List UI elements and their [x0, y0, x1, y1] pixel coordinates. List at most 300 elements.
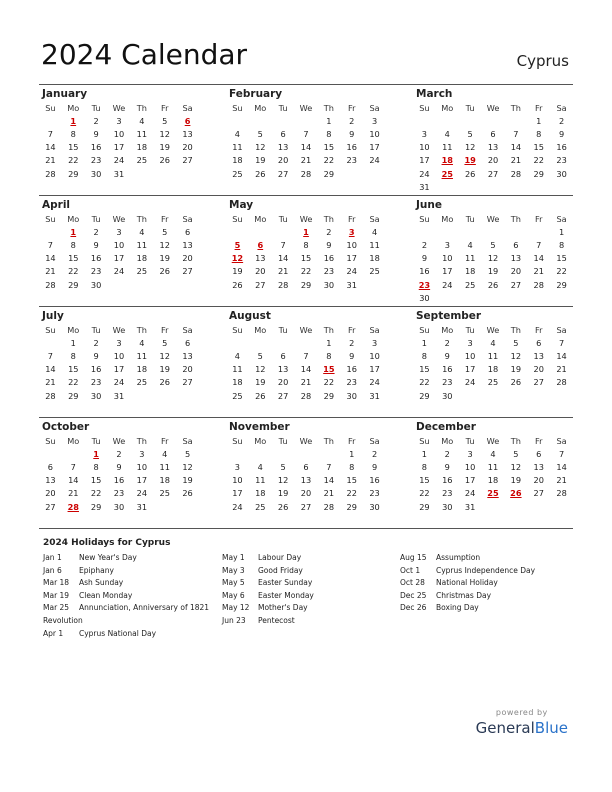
day-cell: 18 [136, 253, 148, 264]
day-cell: 26 [255, 168, 266, 179]
empty-cell [527, 225, 550, 238]
day-cell: 16 [442, 475, 453, 486]
day-cell: 10 [232, 475, 243, 486]
day-cell: 13 [533, 461, 544, 472]
day-cell: 21 [556, 475, 567, 486]
weekday-header: Th [323, 324, 334, 335]
weekday-header: Th [323, 213, 334, 224]
weekday-header: We [486, 102, 500, 113]
day-cell: 13 [277, 364, 289, 375]
weekday-header: Th [136, 435, 147, 446]
day-cell: 5 [162, 115, 168, 126]
day-cell: 4 [234, 128, 241, 139]
weekday-header: Fr [347, 435, 356, 446]
day-cell: 17 [113, 364, 125, 375]
day-cell: 21 [45, 266, 56, 277]
weekday-header: Sa [556, 435, 567, 446]
day-cell: 20 [300, 488, 312, 499]
day-cell: 14 [300, 364, 312, 375]
day-cell: 28 [300, 168, 312, 179]
empty-cell [504, 114, 527, 127]
day-cell: 9 [93, 350, 99, 361]
holiday-name: Ash Sunday [79, 578, 124, 588]
empty-cell [39, 225, 62, 238]
day-cell: 24 [369, 155, 380, 166]
holiday-day-cell: 6 [184, 115, 191, 126]
day-cell: 7 [280, 239, 286, 250]
day-cell: 4 [139, 226, 145, 237]
weekday-header: Su [419, 435, 430, 446]
day-cell: 17 [369, 142, 380, 153]
day-cell: 27 [182, 266, 193, 277]
holiday-item [400, 602, 590, 615]
weekday-header: Sa [182, 435, 193, 446]
day-cell: 17 [232, 488, 243, 499]
day-cell: 13 [510, 253, 522, 264]
footer-branding[interactable] [476, 708, 568, 737]
weekday-header: We [486, 435, 500, 446]
day-cell: 10 [113, 350, 125, 361]
weekday-header: Th [510, 324, 521, 335]
weekday-header: Su [419, 324, 430, 335]
empty-cell [272, 336, 295, 349]
day-cell: 4 [467, 239, 473, 250]
day-cell: 28 [45, 390, 56, 401]
day-cell: 23 [113, 488, 125, 499]
day-cell: 20 [487, 155, 499, 166]
day-cell: 15 [556, 253, 567, 264]
day-cell: 22 [68, 377, 79, 388]
weekday-header: Mo [254, 324, 267, 335]
day-cell: 25 [487, 377, 499, 388]
day-cell: 10 [442, 253, 453, 264]
day-cell: 17 [346, 253, 357, 264]
day-cell: 17 [369, 364, 380, 375]
empty-cell [226, 336, 249, 349]
weekday-header: Mo [441, 102, 454, 113]
day-cell: 12 [182, 461, 193, 472]
month-january [39, 85, 199, 180]
holiday-name: Boxing Day [436, 603, 479, 613]
day-cell: 6 [280, 128, 286, 139]
month-table [39, 323, 199, 402]
day-cell: 24 [369, 377, 380, 388]
month-table [39, 434, 199, 513]
empty-cell [249, 114, 272, 127]
quarter-row [39, 195, 573, 306]
month-table [226, 212, 386, 291]
day-cell: 14 [556, 350, 567, 361]
holiday-date: Oct 28 [400, 578, 425, 588]
day-cell: 6 [280, 350, 286, 361]
holiday-date: Apr 1 [43, 628, 64, 638]
holiday-item [222, 552, 412, 565]
holiday-name: Pentecost [258, 615, 295, 625]
empty-cell [39, 336, 62, 349]
day-cell: 27 [277, 390, 289, 401]
day-cell: 7 [326, 461, 332, 472]
month-table [413, 212, 573, 304]
day-cell: 9 [93, 239, 99, 250]
day-cell: 2 [371, 448, 378, 459]
empty-cell [459, 114, 482, 127]
day-cell: 25 [136, 155, 148, 166]
day-cell: 7 [303, 350, 309, 361]
day-cell: 15 [90, 475, 102, 486]
weekday-header: Th [136, 324, 147, 335]
day-cell: 13 [45, 475, 56, 486]
day-cell: 9 [558, 128, 565, 139]
weekday-header: Tu [91, 324, 101, 335]
month-name: May [229, 199, 254, 211]
weekday-header: Sa [369, 102, 380, 113]
holiday-day-cell: 18 [441, 155, 453, 166]
weekday-header: Sa [556, 213, 567, 224]
weekday-header: Tu [465, 102, 475, 113]
weekday-header: Mo [441, 324, 454, 335]
day-cell: 13 [300, 475, 312, 486]
day-cell: 18 [487, 364, 499, 375]
holiday-item [43, 590, 218, 603]
calendar-grid [39, 84, 573, 529]
day-cell: 18 [232, 155, 243, 166]
day-cell: 23 [90, 377, 102, 388]
day-cell: 2 [93, 226, 99, 237]
day-cell: 27 [45, 501, 56, 512]
day-cell: 22 [419, 377, 430, 388]
month-table [226, 434, 386, 513]
day-cell: 15 [68, 142, 79, 153]
holiday-name: Easter Monday [258, 590, 314, 600]
day-cell: 16 [346, 364, 357, 375]
day-cell: 9 [349, 128, 355, 139]
day-cell: 27 [487, 168, 499, 179]
day-cell: 22 [323, 155, 335, 166]
day-cell: 6 [184, 226, 191, 237]
day-cell: 25 [159, 488, 170, 499]
day-cell: 9 [371, 461, 378, 472]
day-cell: 8 [70, 350, 76, 361]
day-cell: 24 [464, 377, 476, 388]
month-name: November [229, 421, 290, 433]
empty-cell [482, 114, 505, 127]
month-name: June [416, 199, 442, 211]
holiday-column [400, 552, 590, 615]
day-cell: 26 [487, 279, 499, 290]
day-cell: 26 [232, 279, 243, 290]
day-cell: 7 [536, 239, 542, 250]
weekday-header: Th [510, 213, 521, 224]
day-cell: 10 [136, 461, 148, 472]
day-cell: 7 [47, 239, 54, 250]
day-cell: 20 [182, 142, 193, 153]
day-cell: 21 [323, 488, 335, 499]
day-cell: 27 [182, 155, 193, 166]
weekday-header: We [299, 324, 313, 335]
day-cell: 5 [257, 350, 263, 361]
holiday-name: Mother's Day [258, 603, 308, 613]
holiday-item [222, 577, 412, 590]
holiday-name: New Year's Day [79, 553, 137, 562]
weekday-header: Th [510, 102, 521, 113]
day-cell: 30 [90, 390, 102, 401]
holiday-day-cell: 1 [303, 226, 309, 237]
holiday-name: Christmas Day [436, 590, 492, 600]
day-cell: 16 [442, 364, 453, 375]
day-cell: 26 [159, 155, 170, 166]
weekday-header: Th [136, 102, 147, 113]
day-cell: 7 [558, 337, 565, 348]
day-cell: 10 [419, 142, 430, 153]
brand-logo [476, 719, 568, 737]
holiday-item [400, 565, 590, 578]
day-cell: 22 [346, 488, 357, 499]
day-cell: 28 [510, 168, 522, 179]
empty-cell [413, 225, 436, 238]
holiday-day-cell: 15 [323, 364, 335, 375]
day-cell: 16 [113, 475, 125, 486]
quarter-row [39, 417, 573, 529]
holiday-name: Easter Sunday [258, 578, 313, 588]
day-cell: 11 [136, 128, 148, 139]
day-cell: 15 [346, 475, 357, 486]
day-cell: 13 [487, 142, 499, 153]
day-cell: 10 [369, 128, 380, 139]
day-cell: 5 [490, 239, 496, 250]
day-cell: 12 [510, 461, 522, 472]
day-cell: 31 [113, 390, 125, 401]
empty-cell [272, 114, 295, 127]
weekday-header: Sa [182, 102, 193, 113]
day-cell: 8 [93, 461, 99, 472]
day-cell: 11 [487, 461, 499, 472]
day-cell: 26 [255, 390, 266, 401]
day-cell: 4 [257, 461, 263, 472]
holiday-date: Jan 6 [43, 565, 62, 575]
empty-cell [226, 114, 249, 127]
month-september [413, 307, 573, 402]
day-cell: 24 [136, 488, 148, 499]
month-name: March [416, 88, 453, 100]
empty-cell [226, 225, 249, 238]
empty-cell [504, 225, 527, 238]
day-cell: 25 [136, 266, 148, 277]
holiday-date: Jan 1 [43, 553, 62, 562]
weekday-header: Sa [369, 435, 380, 446]
holiday-name: Cyprus National Day [79, 628, 157, 638]
day-cell: 28 [323, 501, 335, 512]
weekday-header: Sa [182, 324, 193, 335]
day-cell: 9 [116, 461, 122, 472]
day-cell: 12 [255, 142, 266, 153]
empty-cell [436, 225, 459, 238]
day-cell: 8 [536, 128, 542, 139]
empty-cell [436, 114, 459, 127]
empty-cell [272, 225, 295, 238]
brand-general: General [475, 719, 535, 737]
day-cell: 12 [159, 239, 170, 250]
day-cell: 29 [68, 279, 79, 290]
weekday-header: Tu [91, 213, 101, 224]
empty-cell [482, 225, 505, 238]
day-cell: 25 [369, 266, 380, 277]
holiday-name: Good Friday [258, 565, 303, 575]
month-table [226, 323, 386, 402]
day-cell: 2 [558, 115, 565, 126]
day-cell: 19 [255, 155, 266, 166]
weekday-header: Su [45, 102, 56, 113]
day-cell: 11 [232, 364, 243, 375]
month-name: February [229, 88, 283, 100]
month-name: April [42, 199, 71, 211]
day-cell: 23 [369, 488, 380, 499]
day-cell: 2 [93, 115, 99, 126]
weekday-header: Su [45, 435, 56, 446]
day-cell: 2 [444, 448, 450, 459]
day-cell: 8 [70, 128, 76, 139]
day-cell: 17 [113, 142, 125, 153]
day-cell: 24 [113, 155, 125, 166]
holiday-item [43, 577, 218, 590]
weekday-header: Fr [160, 213, 169, 224]
day-cell: 28 [45, 168, 56, 179]
weekday-header: Fr [534, 324, 543, 335]
weekday-header: Fr [347, 102, 356, 113]
day-cell: 29 [323, 168, 335, 179]
day-cell: 8 [558, 239, 565, 250]
day-cell: 13 [182, 128, 193, 139]
day-cell: 22 [323, 377, 335, 388]
day-cell: 8 [326, 128, 332, 139]
weekday-header: Fr [347, 213, 356, 224]
day-cell: 27 [182, 377, 193, 388]
month-november [226, 418, 386, 513]
day-cell: 12 [464, 142, 476, 153]
day-cell: 19 [277, 488, 289, 499]
day-cell: 3 [467, 337, 473, 348]
day-cell: 31 [136, 501, 148, 512]
holiday-day-cell: 25 [487, 488, 499, 499]
day-cell: 27 [255, 279, 266, 290]
day-cell: 31 [369, 390, 380, 401]
day-cell: 29 [419, 501, 430, 512]
day-cell: 4 [490, 448, 496, 459]
day-cell: 18 [369, 253, 380, 264]
day-cell: 13 [277, 142, 289, 153]
day-cell: 28 [533, 279, 544, 290]
day-cell: 30 [113, 501, 125, 512]
weekday-header: Mo [67, 102, 80, 113]
weekday-header: We [112, 435, 126, 446]
day-cell: 24 [464, 488, 476, 499]
weekday-header: Sa [369, 324, 380, 335]
weekday-header: Th [323, 102, 334, 113]
day-cell: 17 [419, 155, 430, 166]
weekday-header: Tu [278, 324, 288, 335]
day-cell: 20 [510, 266, 522, 277]
day-cell: 16 [556, 142, 567, 153]
day-cell: 16 [369, 475, 380, 486]
day-cell: 15 [68, 253, 79, 264]
day-cell: 5 [162, 337, 168, 348]
day-cell: 28 [45, 279, 56, 290]
weekday-header: We [112, 324, 126, 335]
day-cell: 4 [162, 448, 168, 459]
day-cell: 3 [467, 448, 473, 459]
month-june [413, 196, 573, 304]
day-cell: 17 [113, 253, 125, 264]
month-name: October [42, 421, 90, 433]
day-cell: 10 [464, 350, 476, 361]
weekday-header: Fr [534, 435, 543, 446]
day-cell: 30 [442, 501, 453, 512]
day-cell: 2 [116, 448, 122, 459]
holiday-date: Oct 1 [400, 565, 421, 575]
weekday-header: Mo [254, 102, 267, 113]
holiday-date: Mar 25 [43, 603, 70, 613]
day-cell: 26 [182, 488, 193, 499]
weekday-header: Tu [91, 435, 101, 446]
day-cell: 20 [533, 364, 544, 375]
weekday-header: Su [232, 213, 243, 224]
day-cell: 10 [113, 128, 125, 139]
holiday-date: Aug 15 [400, 553, 427, 562]
holiday-date: May 12 [222, 603, 250, 613]
day-cell: 9 [421, 253, 428, 264]
day-cell: 24 [113, 266, 125, 277]
day-cell: 18 [232, 377, 243, 388]
weekday-header: We [112, 102, 126, 113]
day-cell: 20 [533, 475, 544, 486]
day-cell: 6 [536, 448, 542, 459]
month-table [39, 101, 199, 180]
day-cell: 4 [139, 337, 145, 348]
holiday-item [400, 590, 590, 603]
day-cell: 20 [277, 155, 289, 166]
day-cell: 24 [232, 501, 243, 512]
day-cell: 26 [464, 168, 476, 179]
day-cell: 6 [47, 461, 54, 472]
day-cell: 9 [444, 461, 450, 472]
day-cell: 7 [558, 448, 565, 459]
page-title: 2024 Calendar [41, 38, 248, 71]
day-cell: 5 [513, 448, 519, 459]
holiday-item [400, 552, 590, 565]
month-table [226, 101, 386, 180]
weekday-header: Mo [67, 213, 80, 224]
day-cell: 21 [300, 155, 312, 166]
day-cell: 18 [136, 364, 148, 375]
empty-cell [295, 336, 318, 349]
holiday-date: Dec 26 [400, 603, 427, 613]
day-cell: 1 [349, 448, 355, 459]
empty-cell [39, 114, 62, 127]
weekday-header: We [299, 102, 313, 113]
holiday-item [222, 615, 412, 628]
month-table [413, 323, 573, 402]
day-cell: 20 [255, 266, 266, 277]
day-cell: 23 [442, 377, 453, 388]
empty-cell [413, 114, 436, 127]
day-cell: 3 [116, 226, 122, 237]
holiday-column [222, 552, 412, 628]
day-cell: 28 [277, 279, 289, 290]
day-cell: 30 [419, 292, 430, 303]
holiday-item [43, 565, 218, 578]
weekday-header: Tu [465, 435, 475, 446]
day-cell: 27 [277, 168, 289, 179]
day-cell: 21 [300, 377, 312, 388]
